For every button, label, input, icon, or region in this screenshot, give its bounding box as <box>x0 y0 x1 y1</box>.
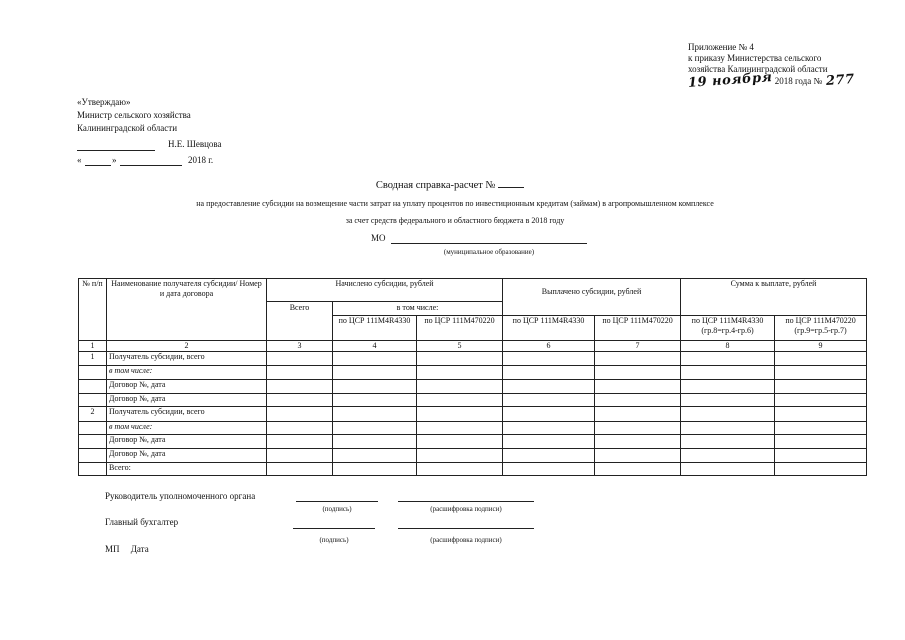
hdr-name: Наименование получателя субсидии/ Номер и дата договора <box>107 279 267 341</box>
hdr-due: Сумма к выплате, рублей <box>681 279 867 316</box>
row-number <box>79 449 107 462</box>
table-row <box>79 351 867 365</box>
mo-caption: (муниципальное образование) <box>443 248 535 256</box>
row-label: Договор №, дата <box>107 393 267 406</box>
hdr-num: № п/п <box>79 279 107 341</box>
accountant-sign-line <box>293 528 375 529</box>
mo-line <box>391 243 587 244</box>
approval-signer: Н.Е. Шевцова <box>168 139 222 149</box>
approval-sign-line <box>77 150 155 151</box>
approval-block <box>77 97 277 134</box>
doc-subtitle-2: за счет средств федерального и областного бюджета в 2018 году <box>345 216 565 225</box>
col-number: 5 <box>417 340 503 351</box>
table-row <box>79 434 867 448</box>
accountant-decode-caption: (расшифровка подписи) <box>430 536 502 544</box>
row-label: в том числе: <box>107 421 267 434</box>
col-number: 4 <box>333 340 417 351</box>
hdr-paid: Выплачено субсидии, рублей <box>503 279 681 316</box>
row-number <box>79 462 107 475</box>
row-number <box>79 421 107 434</box>
approval-month-line <box>120 165 182 166</box>
stamp-date-label: МП Дата <box>105 544 149 554</box>
row-number <box>79 379 107 393</box>
appendix-line-1: Приложение № 4 <box>688 42 754 52</box>
col-number: 2 <box>107 340 267 351</box>
head-sign-line <box>296 501 378 502</box>
table-row-total <box>79 462 867 475</box>
row-number <box>79 434 107 448</box>
printed-year: 2018 года № <box>774 76 823 86</box>
row-number: 2 <box>79 407 107 421</box>
approval-line-2: Министр сельского хозяйства <box>77 110 191 120</box>
row-label: Получатель субсидии, всего <box>107 407 267 421</box>
head-decode-caption: (расшифровка подписи) <box>430 505 502 513</box>
table-row <box>79 366 867 379</box>
col-number: 1 <box>79 340 107 351</box>
head-decode-line <box>398 501 534 502</box>
row-label: в том числе: <box>107 366 267 379</box>
accountant-signature-label: Главный бухгалтер <box>105 517 179 527</box>
column-number-row <box>79 340 867 351</box>
table-row <box>79 449 867 462</box>
col-number: 6 <box>503 340 595 351</box>
handwritten-number: 277 <box>825 72 856 89</box>
approval-date-open: « <box>77 155 82 165</box>
hdr-paid-csr1: по ЦСР 111M4R4330 <box>503 315 595 340</box>
doc-subtitle-1: на предоставление субсидии на возмещение части затрат на уплату процентов по инвестиционным кредитам (займам) в агропромышленном комплексе <box>196 199 714 208</box>
approval-year: 2018 г. <box>188 155 214 165</box>
handwritten-date: 19 ноября <box>687 70 773 91</box>
col-number: 8 <box>681 340 775 351</box>
row-label: Получатель субсидии, всего <box>107 351 267 365</box>
approval-line-3: Калининградской области <box>77 123 178 133</box>
table-row <box>79 393 867 406</box>
table-row <box>79 379 867 393</box>
appendix-block <box>687 42 888 91</box>
row-label: Всего: <box>107 462 267 475</box>
hdr-total: Всего <box>267 301 333 340</box>
doc-title: Сводная справка-расчет № <box>300 177 600 192</box>
row-number <box>79 366 107 379</box>
row-label: Договор №, дата <box>107 379 267 393</box>
appendix-line-3: хозяйства Калининградской области <box>688 64 828 74</box>
approval-date-close: » <box>112 155 117 165</box>
row-number: 1 <box>79 351 107 365</box>
accountant-decode-line <box>398 528 534 529</box>
appendix-line-2: к приказу Министерства сельского <box>688 53 822 63</box>
row-label: Договор №, дата <box>107 449 267 462</box>
hdr-due-csr2: по ЦСР 111M470220 (гр.9=гр.5-гр.7) <box>775 315 867 340</box>
col-number: 7 <box>595 340 681 351</box>
row-label: Договор №, дата <box>107 434 267 448</box>
hdr-paid-csr2: по ЦСР 111M470220 <box>595 315 681 340</box>
row-number <box>79 393 107 406</box>
hdr-accrued-csr2: по ЦСР 111M470220 <box>417 315 503 340</box>
col-number: 3 <box>267 340 333 351</box>
hdr-accrued: Начислено субсидии, рублей <box>267 279 503 302</box>
approval-day-line <box>85 165 111 166</box>
hdr-due-csr1: по ЦСР 111M4R4330 (гр.8=гр.4-гр.6) <box>681 315 775 340</box>
table-row <box>79 407 867 421</box>
col-number: 9 <box>775 340 867 351</box>
calculation-table <box>78 278 867 476</box>
head-signature-label: Руководитель уполномоченного органа <box>105 491 256 501</box>
mo-label: МО <box>371 233 386 243</box>
approval-line-1: «Утверждаю» <box>77 97 131 107</box>
hdr-including: в том числе: <box>333 301 503 315</box>
head-sign-caption: (подпись) <box>322 505 352 513</box>
table-row <box>79 421 867 434</box>
hdr-accrued-csr1: по ЦСР 111M4R4330 <box>333 315 417 340</box>
accountant-sign-caption: (подпись) <box>319 536 349 544</box>
